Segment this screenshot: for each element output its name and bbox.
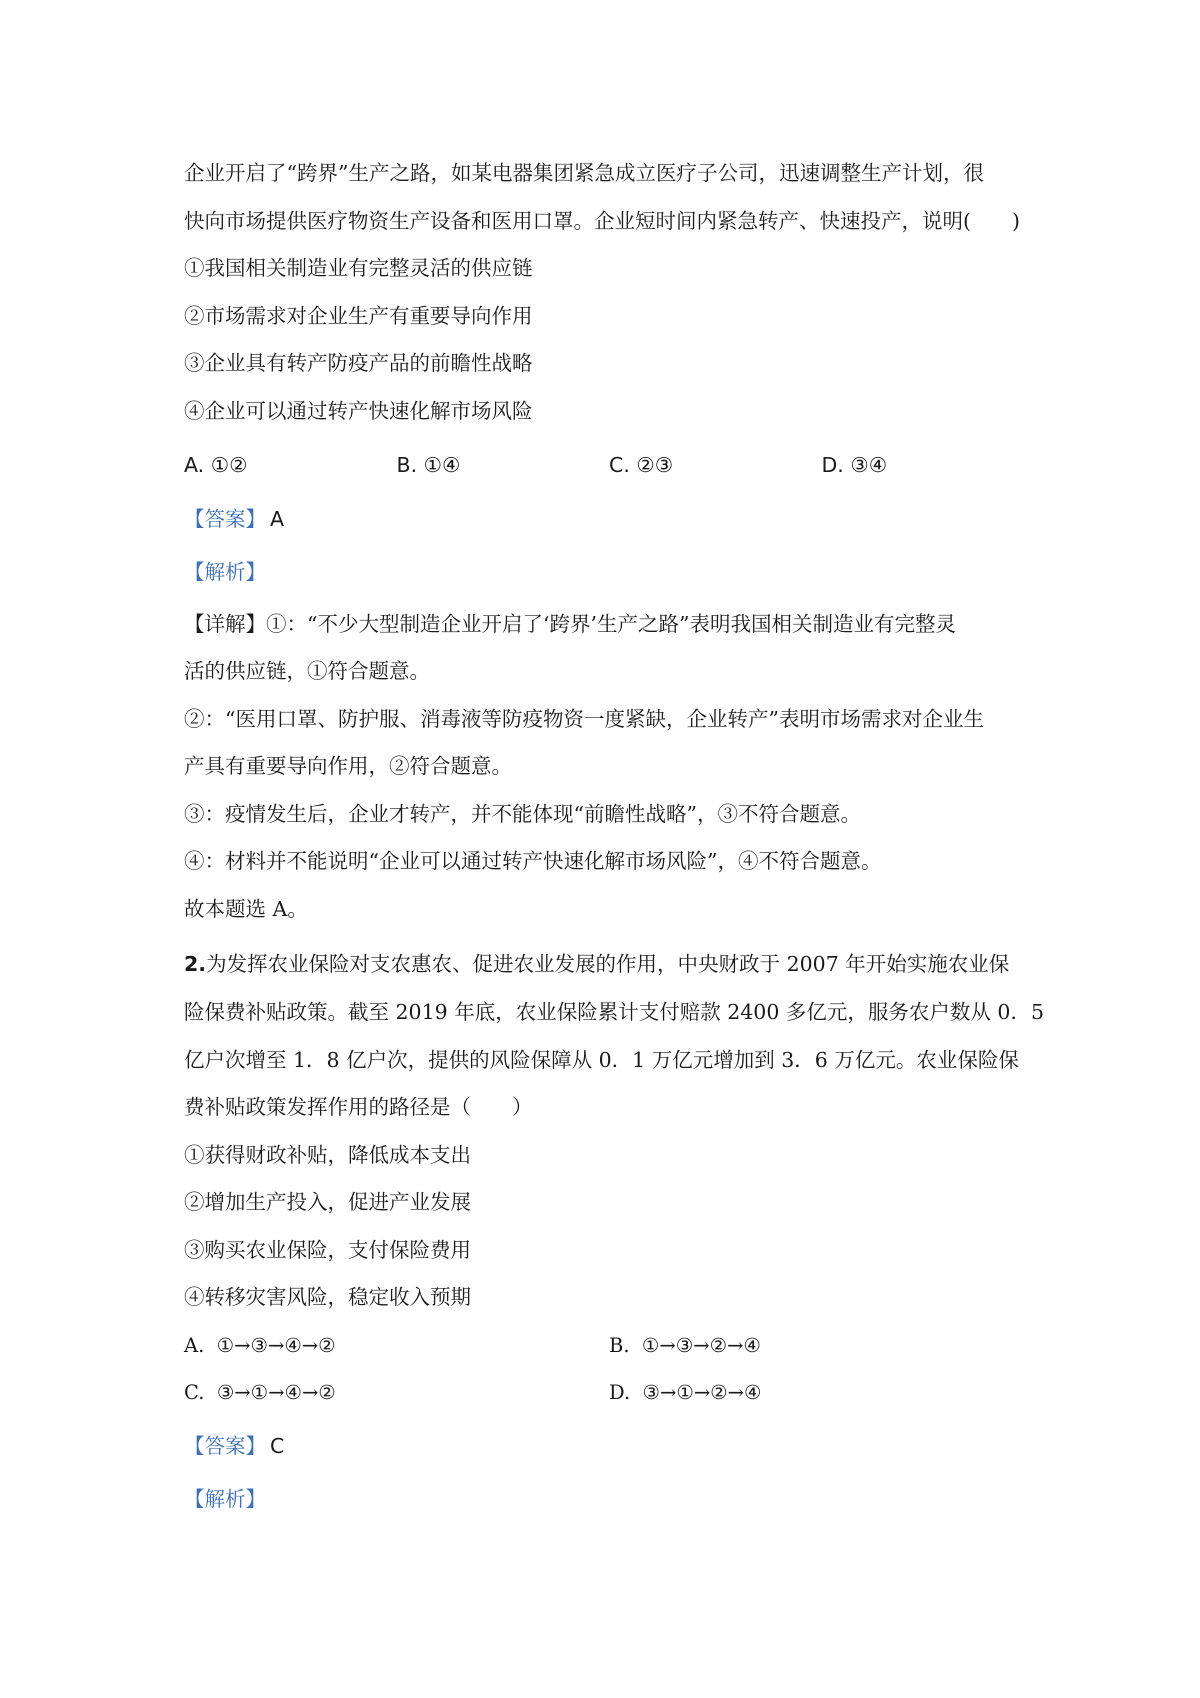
answer-value: A [270, 506, 285, 531]
q2-stem-line: 费补贴政策发挥作用的路径是（ ） [184, 1095, 533, 1119]
q2-statement: ③购买农业保险，支付保险费用 [184, 1237, 471, 1262]
q2-analysis [184, 1476, 1034, 1524]
q2-statements [184, 1132, 1034, 1322]
answer-tag: 【答案】 [184, 506, 266, 531]
answer-tag: 【答案】 [184, 1433, 266, 1458]
q1-statement: ④企业可以通过转产快速化解市场风险 [184, 398, 533, 423]
q1-stem-line: 快向市场提供医疗物资生产设备和医用口罩。企业短时间内紧急转产、快速投产，说明( ) [184, 208, 1020, 233]
explanation-line: 产具有重要导向作用，②符合题意。 [184, 754, 512, 778]
q1-choice-c: C. ②③ [609, 453, 674, 477]
q1-choice-b: B. ①④ [396, 453, 461, 477]
q2-first-line-text: 为发挥农业保险对支农惠农、促进农业发展的作用，中央财政于 2007 年开始实施农业保 [206, 952, 1010, 976]
explanation-line: 故本题选 A。 [184, 896, 308, 921]
q2-choice-a: A. ①→③→④→② [184, 1333, 336, 1357]
q2-choice-b: B. ①→③→②→④ [609, 1333, 761, 1357]
q2-statement: ④转移灾害风险，稳定收入预期 [184, 1285, 471, 1309]
q1-choices [184, 442, 1034, 490]
q1-statement: ②市场需求对企业生产有重要导向作用 [184, 303, 533, 328]
content [184, 150, 1045, 1528]
explanation-line: 【详解】①：“不少大型制造企业开启了‘跨界’生产之路”表明我国相关制造业有完整灵 [184, 611, 956, 636]
q1-choice-d: D. ③④ [821, 453, 888, 477]
explanation-line: ④：材料并不能说明“企业可以通过转产快速化解市场风险”，④不符合题意。 [184, 849, 882, 873]
explanation-line: 活的供应链，①符合题意。 [184, 659, 430, 683]
explanation-line: ②：“医用口罩、防护服、消毒液等防疫物资一度紧缺，企业转产”表明市场需求对企业生 [184, 706, 984, 731]
q2-number: 2. [184, 952, 207, 976]
answer-value: C [270, 1433, 285, 1458]
q2-stem-line: 亿户次增至 1．8 亿户次，提供的风险保障从 0．1 万亿元增加到 3．6 万亿元。农业保险保 [184, 1047, 1019, 1072]
q2-choice-c: C. ③→①→④→② [184, 1381, 336, 1404]
q2-choices-row2 [184, 1369, 1034, 1417]
q2-statement: ①获得财政补贴，降低成本支出 [184, 1142, 471, 1167]
q1-statement: ③企业具有转产防疫产品的前瞻性战略 [184, 351, 533, 375]
q2-choices-row1 [184, 1322, 1034, 1370]
q2-stem-line: 险保费补贴政策。截至 2019 年底，农业保险累计支付赔款 2400 多亿元，服务农户数从 0．5 [184, 1000, 1045, 1024]
q1-answer [184, 496, 1034, 544]
q2-statement: ②增加生产投入，促进产业发展 [184, 1190, 471, 1214]
q1-stem-line: 企业开启了“跨界”生产之路，如某电器集团紧急成立医疗子公司，迅速调整生产计划，很 [184, 161, 984, 185]
analysis-tag: 【解析】 [184, 560, 266, 584]
q1-stem [184, 150, 1034, 245]
q2-choice-d: D. ③→①→②→④ [609, 1381, 762, 1404]
q1-analysis [184, 549, 1034, 597]
explanation-line: ③：疫情发生后，企业才转产，并不能体现“前瞻性战略”，③不符合题意。 [184, 801, 861, 826]
q1-statements [184, 245, 1034, 435]
q2-stem [184, 989, 1045, 1132]
q2-answer [184, 1423, 1034, 1471]
analysis-tag: 【解析】 [184, 1487, 266, 1511]
q1-explanation [184, 601, 1034, 934]
q1-choice-a: A. ①② [184, 453, 248, 477]
q1-statement: ①我国相关制造业有完整灵活的供应链 [184, 256, 533, 280]
q2-first-line [184, 939, 1034, 989]
